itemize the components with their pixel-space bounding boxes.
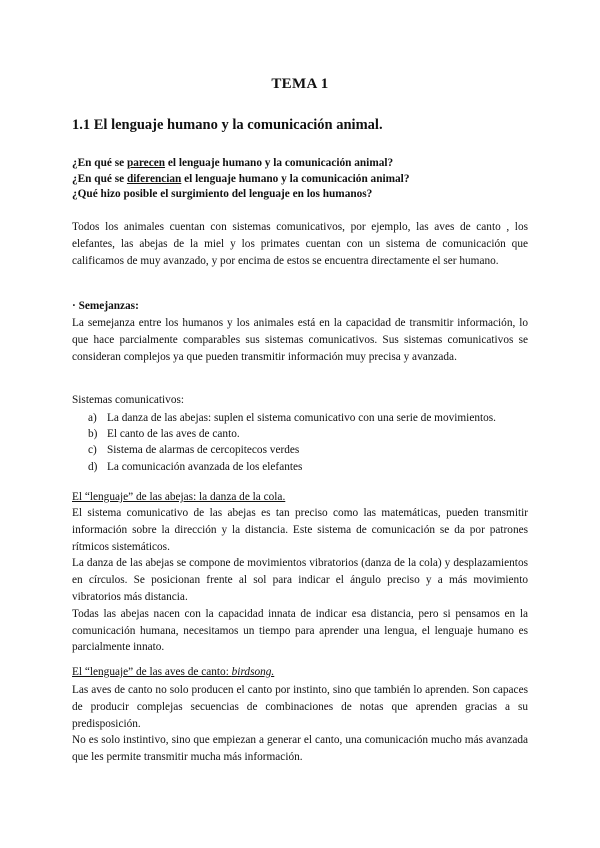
question-2 (72, 172, 409, 188)
aves-paragraph-1: Las aves de canto no solo producen el canto por instinto, sino que también lo aprenden. Son capaces de producir complejas secuencias de combinaciones de notas que aprenden gracias a su predisposición. (72, 684, 528, 730)
list-item-text: La danza de las abejas: suplen el sistema comunicativo con una serie de movimientos. (107, 412, 496, 424)
list-item-text: El canto de las aves de canto. (107, 428, 240, 441)
question-3: ¿Qué hizo posible el surgimiento del lenguaje en los humanos? (72, 188, 373, 200)
aves-paragraph-2: No es solo instintivo, sino que empiezan a generar el canto, una comunicación mucho más avanzada que les permite transmitir mucha más información. (72, 734, 528, 764)
abejas-paragraph-1: El sistema comunicativo de las abejas es tan preciso como las matemáticas, pueden transmitir información sobre la dirección y la distancia. Este sistema de comunicación se da por patrones rítmicos sistemáticos. (72, 507, 528, 553)
document-title: TEMA 1 (271, 76, 329, 92)
question-2-keyword: diferencian (126, 172, 182, 185)
aves-heading-birdsong: birdsong. (231, 666, 275, 678)
question-2-pre: ¿En qué se (72, 172, 127, 185)
sistemas-list (88, 410, 496, 475)
semejanzas-heading: · Semejanzas: (72, 300, 139, 312)
intro-paragraph: Todos los animales cuentan con sistemas comunicativos, por ejemplo, las aves de canto , los elefantes, las abejas de la miel y los primates cuentan con un sistema de comunicación que calificamos de muy avanzado, y por encima de estos se encuentra directamente el ser humano. (72, 221, 528, 267)
abejas-paragraph-3: Todas las abejas nacen con la capacidad innata de indicar esa distancia, pero si pensamos en la comunicación humana, necesitamos un tiempo para aprender una lengua, el lenguaje humano es parcialmente innato. (72, 607, 528, 654)
list-marker: d) (88, 460, 98, 473)
question-2-post: el lenguaje humano y la comunicación animal? (181, 172, 410, 185)
aves-section (72, 682, 528, 766)
guiding-questions (72, 156, 409, 203)
list-item (88, 426, 496, 442)
aves-heading (72, 666, 274, 678)
question-1-post: el lenguaje humano y la comunicación animal? (165, 157, 394, 169)
list-item-text: Sistema de alarmas de cercopitecos verdes (107, 444, 300, 457)
question-1-pre: ¿En qué se (72, 157, 127, 169)
list-item (88, 410, 496, 426)
list-item-text: La comunicación avanzada de los elefantes (107, 460, 303, 473)
list-marker: c) (88, 444, 97, 457)
section-heading: 1.1 El lenguaje humano y la comunicación animal. (72, 117, 383, 133)
abejas-heading: El “lenguaje” de las abejas: la danza de la cola. (72, 491, 286, 503)
question-1-keyword: parecen (126, 157, 166, 169)
list-marker: b) (88, 428, 98, 441)
aves-heading-text: El “lenguaje” de las aves de canto: (72, 666, 232, 678)
question-1 (72, 156, 409, 172)
sistemas-label: Sistemas comunicativos: (72, 394, 185, 406)
list-marker: a) (88, 412, 97, 424)
list-item (88, 459, 496, 475)
abejas-section (72, 505, 528, 656)
list-item (88, 442, 496, 458)
semejanzas-paragraph: La semejanza entre los humanos y los animales está en la capacidad de transmitir información, lo que hace parcialmente comparables sus sistemas comunicativos. Sus sistemas comunicativos se consideran complejos ya que pueden transmitir información muy precisa y avanzada. (72, 317, 528, 363)
abejas-paragraph-2: La danza de las abejas se compone de movimientos vibratorios (danza de la cola) y desplazamientos en círculos. Se posicionan frente al sol para indicar el ángulo preciso y a más movimiento vibratorios más distancia. (72, 557, 528, 603)
